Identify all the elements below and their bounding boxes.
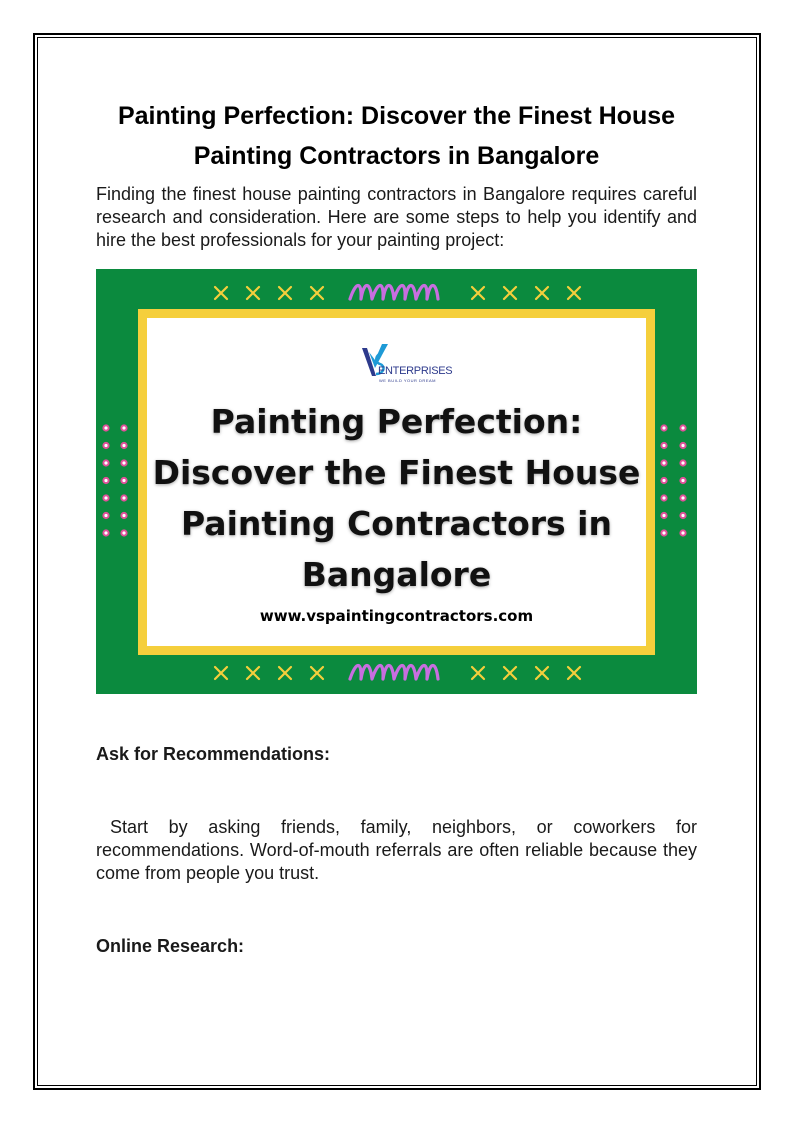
dot bbox=[103, 495, 108, 500]
logo-tagline: WE BUILD YOUR DREAM bbox=[379, 378, 436, 383]
dot bbox=[661, 513, 666, 518]
dot bbox=[103, 460, 108, 465]
dot bbox=[661, 425, 666, 430]
banner-heading: Painting Perfection: Discover the Finest House Painting Contractors in Bangalore bbox=[152, 402, 641, 594]
cross-mark bbox=[215, 287, 227, 299]
cross-mark bbox=[472, 287, 484, 299]
cross-mark bbox=[311, 667, 323, 679]
banner-website-url: www.vspaintingcontractors.com bbox=[259, 607, 534, 625]
cross-mark bbox=[279, 287, 291, 299]
dot bbox=[121, 443, 126, 448]
cross-mark bbox=[311, 287, 323, 299]
cross-mark bbox=[247, 667, 259, 679]
cross-mark bbox=[568, 667, 580, 679]
dot bbox=[661, 460, 666, 465]
dot bbox=[103, 478, 108, 483]
dot bbox=[103, 443, 108, 448]
dot bbox=[661, 530, 666, 535]
document-title: Painting Perfection: Discover the Finest House Painting Contractors in Bangalore bbox=[117, 102, 676, 170]
dot bbox=[680, 425, 685, 430]
cross-mark bbox=[568, 287, 580, 299]
banner-card bbox=[138, 309, 655, 655]
wave-squiggle bbox=[350, 666, 438, 680]
dot bbox=[680, 478, 685, 483]
cross-mark bbox=[504, 667, 516, 679]
dot bbox=[121, 460, 126, 465]
dot bbox=[121, 530, 126, 535]
dot bbox=[121, 513, 126, 518]
dot bbox=[661, 478, 666, 483]
dot bbox=[103, 530, 108, 535]
wave-squiggle bbox=[350, 286, 438, 300]
dot bbox=[680, 530, 685, 535]
dot bbox=[680, 513, 685, 518]
cross-mark bbox=[536, 287, 548, 299]
banner-image bbox=[96, 269, 697, 694]
dot bbox=[103, 513, 108, 518]
logo-wordmark: ENTERPRISES bbox=[378, 365, 453, 377]
dot bbox=[103, 425, 108, 430]
cross-mark bbox=[472, 667, 484, 679]
section-heading-recommendations: Ask for Recommendations: bbox=[96, 744, 331, 764]
cross-mark bbox=[536, 667, 548, 679]
cross-mark bbox=[247, 287, 259, 299]
dot bbox=[680, 443, 685, 448]
intro-paragraph: Finding the finest house painting contractors in Bangalore requires careful research and consideration. Here are some steps to help you identify and hire the best professionals for your painting project: bbox=[96, 184, 697, 250]
section-heading-online-research: Online Research: bbox=[96, 936, 245, 956]
cross-mark bbox=[504, 287, 516, 299]
dot bbox=[661, 443, 666, 448]
dot bbox=[121, 495, 126, 500]
dot bbox=[680, 495, 685, 500]
dot bbox=[661, 495, 666, 500]
dot bbox=[121, 478, 126, 483]
cross-mark bbox=[279, 667, 291, 679]
dot bbox=[680, 460, 685, 465]
cross-mark bbox=[215, 667, 227, 679]
section-body-recommendations: Start by asking friends, family, neighbors, or coworkers for recommendations. Word-of-mouth referrals are often reliable because they come from people you trust. bbox=[96, 817, 697, 883]
dot bbox=[121, 425, 126, 430]
